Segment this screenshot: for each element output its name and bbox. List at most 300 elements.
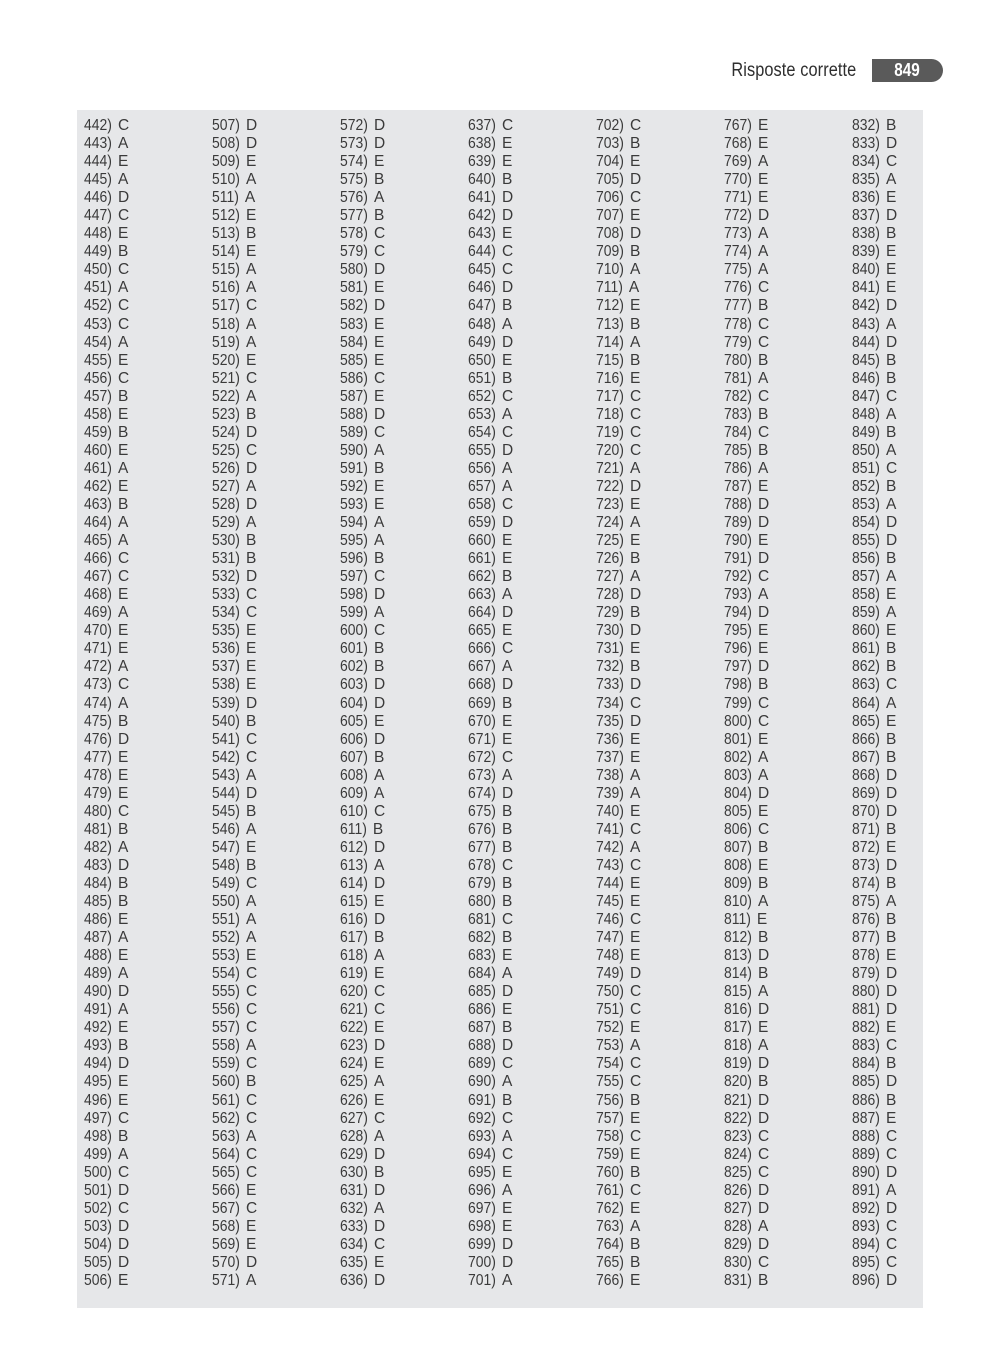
- answer-letter: B: [630, 351, 641, 369]
- answer-letter: C: [246, 1109, 258, 1127]
- answer-entry: [340, 243, 460, 261]
- answer-letter: B: [758, 838, 769, 856]
- answer-entry: [212, 460, 332, 478]
- answer-letter: A: [886, 495, 897, 513]
- answer-entry: [212, 586, 332, 604]
- answer-entry: [84, 947, 204, 965]
- answer-letter: A: [630, 1037, 641, 1055]
- answer-entry: [212, 568, 332, 586]
- answer-entry: [84, 225, 204, 243]
- answer-entry: [340, 568, 460, 586]
- answer-letter: A: [374, 947, 385, 965]
- answer-letter: E: [502, 712, 513, 730]
- question-number: 720): [596, 441, 624, 459]
- answer-entry: [852, 676, 972, 694]
- question-number: 503): [84, 1217, 112, 1235]
- answer-letter: A: [246, 929, 257, 947]
- question-number: 730): [596, 622, 624, 640]
- question-number: 857): [852, 568, 880, 586]
- answer-entry: [84, 1200, 204, 1218]
- question-number: 534): [212, 604, 240, 622]
- question-number: 550): [212, 893, 240, 911]
- answer-entry: [340, 640, 460, 658]
- question-number: 554): [212, 965, 240, 983]
- question-number: 568): [212, 1217, 240, 1235]
- question-number: 821): [724, 1091, 752, 1109]
- answer-letter: E: [758, 477, 769, 495]
- answer-entry: [596, 460, 716, 478]
- answer-letter: E: [630, 893, 641, 911]
- answer-entry: [468, 388, 588, 406]
- answer-entry: [340, 1128, 460, 1146]
- question-number: 544): [212, 784, 240, 802]
- answer-letter: C: [630, 405, 642, 423]
- answer-letter: D: [886, 207, 898, 225]
- question-number: 516): [212, 279, 240, 297]
- answer-entry: [84, 496, 204, 514]
- question-number: 841): [852, 279, 880, 297]
- answer-letter: C: [502, 856, 514, 874]
- question-number: 602): [340, 658, 368, 676]
- question-number: 657): [468, 477, 496, 495]
- answer-letter: B: [502, 297, 513, 315]
- question-number: 698): [468, 1217, 496, 1235]
- answer-entry: [84, 640, 204, 658]
- answer-letter: D: [758, 658, 770, 676]
- question-number: 513): [212, 225, 240, 243]
- answer-letter: A: [374, 784, 385, 802]
- answer-entry: [340, 767, 460, 785]
- answer-entry: [340, 983, 460, 1001]
- question-number: 615): [340, 893, 368, 911]
- answer-entry: [724, 965, 844, 983]
- answer-entry: [468, 1200, 588, 1218]
- answer-entry: [468, 1254, 588, 1272]
- question-number: 581): [340, 279, 368, 297]
- answer-letter: D: [886, 135, 898, 153]
- question-number: 521): [212, 369, 240, 387]
- answer-letter: D: [758, 947, 770, 965]
- answer-letter: C: [246, 1001, 258, 1019]
- question-number: 701): [468, 1272, 496, 1289]
- answer-letter: D: [246, 568, 258, 586]
- answer-letter: B: [886, 748, 897, 766]
- answer-letter: C: [246, 1055, 258, 1073]
- question-number: 882): [852, 1019, 880, 1037]
- answer-letter: E: [630, 1109, 641, 1127]
- question-number: 561): [212, 1091, 240, 1109]
- answer-letter: B: [758, 1073, 769, 1091]
- answer-entry: [596, 640, 716, 658]
- answer-letter: C: [630, 387, 642, 405]
- answer-entry: [84, 731, 204, 749]
- answer-letter: A: [118, 459, 129, 477]
- answer-entry: [340, 1182, 460, 1200]
- answer-letter: D: [758, 1109, 770, 1127]
- answer-entry: [84, 1110, 204, 1128]
- answer-letter: B: [246, 225, 257, 243]
- answer-letter: C: [246, 1163, 258, 1181]
- question-number: 721): [596, 459, 624, 477]
- question-number: 617): [340, 929, 368, 947]
- question-number: 643): [468, 225, 496, 243]
- answer-letter: E: [630, 297, 641, 315]
- answer-letter: C: [758, 1127, 770, 1145]
- answer-letter: A: [374, 1073, 385, 1091]
- answer-letter: A: [246, 387, 257, 405]
- answer-entry: [468, 1164, 588, 1182]
- question-number: 474): [84, 694, 112, 712]
- question-number: 867): [852, 748, 880, 766]
- question-number: 683): [468, 947, 496, 965]
- question-number: 640): [468, 171, 496, 189]
- answer-entry: [468, 135, 588, 153]
- answer-entry: [212, 352, 332, 370]
- answer-entry: [340, 1218, 460, 1236]
- answer-letter: E: [246, 207, 257, 225]
- answer-letter: D: [886, 297, 898, 315]
- answer-entry: [596, 442, 716, 460]
- answer-letter: D: [246, 784, 258, 802]
- answer-entry: [212, 1146, 332, 1164]
- answer-entry: [84, 785, 204, 803]
- answer-letter: C: [630, 983, 642, 1001]
- answer-letter: D: [630, 676, 642, 694]
- answer-letter: B: [118, 423, 129, 441]
- answer-letter: C: [886, 459, 898, 477]
- question-number: 456): [84, 369, 112, 387]
- answer-letter: A: [246, 171, 257, 189]
- answer-letter: D: [374, 838, 386, 856]
- answer-letter: D: [118, 1181, 130, 1199]
- answer-letter: A: [244, 189, 256, 207]
- answer-letter: D: [886, 1073, 898, 1091]
- answer-letter: D: [758, 1181, 770, 1199]
- question-number: 623): [340, 1037, 368, 1055]
- answer-entry: [596, 604, 716, 622]
- answer-entry: [468, 316, 588, 334]
- answer-column: [468, 117, 588, 1290]
- answer-letter: E: [758, 171, 769, 189]
- answer-entry: [596, 189, 716, 207]
- question-number: 677): [468, 838, 496, 856]
- answer-letter: D: [758, 495, 770, 513]
- answer-entry: [84, 189, 204, 207]
- answer-letter: A: [758, 983, 769, 1001]
- answer-entry: [212, 1182, 332, 1200]
- answer-entry: [724, 1254, 844, 1272]
- answer-entry: [852, 496, 972, 514]
- question-number: 714): [596, 333, 624, 351]
- question-number: 574): [340, 153, 368, 171]
- answer-letter: D: [886, 514, 898, 532]
- answer-letter: B: [502, 568, 513, 586]
- question-number: 774): [724, 243, 752, 261]
- question-number: 692): [468, 1109, 496, 1127]
- answer-entry: [596, 821, 716, 839]
- question-number: 454): [84, 333, 112, 351]
- answer-letter: E: [758, 1019, 769, 1037]
- answer-entry: [724, 568, 844, 586]
- answer-entry: [468, 297, 588, 315]
- answer-letter: A: [502, 1181, 513, 1199]
- question-number: 489): [84, 965, 112, 983]
- answer-letter: D: [502, 1253, 514, 1271]
- question-number: 826): [724, 1181, 752, 1199]
- answer-entry: [84, 965, 204, 983]
- question-number: 891): [852, 1181, 880, 1199]
- answer-entry: [340, 514, 460, 532]
- answer-letter: B: [886, 225, 897, 243]
- answer-entry: [468, 731, 588, 749]
- question-number: 885): [852, 1073, 880, 1091]
- question-number: 682): [468, 929, 496, 947]
- question-number: 620): [340, 983, 368, 1001]
- answer-entry: [596, 171, 716, 189]
- answer-letter: D: [758, 1091, 770, 1109]
- answer-letter: E: [118, 1272, 129, 1289]
- answer-entry: [84, 171, 204, 189]
- question-number: 609): [340, 784, 368, 802]
- answer-letter: C: [630, 820, 642, 838]
- answer-letter: A: [246, 514, 257, 532]
- answer-letter: D: [630, 586, 642, 604]
- answer-entry: [340, 189, 460, 207]
- question-number: 815): [724, 983, 752, 1001]
- answer-entry: [724, 388, 844, 406]
- answer-entry: [212, 965, 332, 983]
- answer-letter: E: [374, 1055, 385, 1073]
- answer-entry: [724, 911, 844, 929]
- answer-letter: B: [630, 315, 641, 333]
- answer-entry: [468, 1073, 588, 1091]
- answer-letter: B: [374, 640, 385, 658]
- question-number: 586): [340, 369, 368, 387]
- answer-entry: [724, 135, 844, 153]
- answer-letter: E: [502, 153, 513, 171]
- question-number: 496): [84, 1091, 112, 1109]
- answer-entry: [84, 1182, 204, 1200]
- answer-letter: C: [630, 1127, 642, 1145]
- question-number: 884): [852, 1055, 880, 1073]
- answer-entry: [84, 1019, 204, 1037]
- answer-entry: [340, 370, 460, 388]
- answer-entry: [596, 676, 716, 694]
- question-number: 528): [212, 495, 240, 513]
- answer-letter: A: [502, 766, 513, 784]
- answer-letter: E: [118, 351, 129, 369]
- answer-entry: [852, 189, 972, 207]
- question-number: 553): [212, 947, 240, 965]
- question-number: 778): [724, 315, 752, 333]
- answer-entry: [340, 785, 460, 803]
- question-number: 624): [340, 1055, 368, 1073]
- answer-entry: [84, 424, 204, 442]
- answer-letter: D: [886, 532, 898, 550]
- answer-entry: [340, 875, 460, 893]
- answer-letter: E: [246, 1181, 257, 1199]
- answer-letter: D: [374, 1145, 386, 1163]
- question-number: 688): [468, 1037, 496, 1055]
- answer-letter: E: [630, 207, 641, 225]
- answer-letter: A: [758, 586, 769, 604]
- question-number: 543): [212, 766, 240, 784]
- answer-letter: E: [630, 748, 641, 766]
- question-number: 798): [724, 676, 752, 694]
- answer-entry: [468, 929, 588, 947]
- answer-letter: E: [118, 748, 129, 766]
- answer-letter: D: [630, 965, 642, 983]
- answer-letter: C: [246, 297, 258, 315]
- question-number: 666): [468, 640, 496, 658]
- answer-letter: C: [118, 676, 130, 694]
- answer-letter: C: [246, 369, 258, 387]
- answer-entry: [468, 622, 588, 640]
- question-number: 786): [724, 459, 752, 477]
- answer-entry: [724, 640, 844, 658]
- answer-letter: A: [886, 405, 897, 423]
- question-number: 648): [468, 315, 496, 333]
- answer-entry: [724, 117, 844, 135]
- answer-letter: C: [118, 1199, 130, 1217]
- answer-letter: D: [246, 1253, 258, 1271]
- answer-letter: D: [502, 1235, 514, 1253]
- answer-letter: D: [246, 495, 258, 513]
- answer-letter: B: [502, 1091, 513, 1109]
- answer-entry: [84, 388, 204, 406]
- answer-letter: D: [246, 135, 258, 153]
- answer-letter: A: [118, 333, 129, 351]
- answer-letter: B: [886, 874, 897, 892]
- answer-entry: [724, 857, 844, 875]
- answer-entry: [84, 857, 204, 875]
- question-number: 584): [340, 333, 368, 351]
- answer-letter: B: [758, 297, 769, 315]
- answer-entry: [468, 478, 588, 496]
- answer-letter: E: [886, 838, 897, 856]
- question-number: 827): [724, 1199, 752, 1217]
- question-number: 577): [340, 207, 368, 225]
- question-number: 531): [212, 550, 240, 568]
- answer-letter: B: [886, 730, 897, 748]
- question-number: 473): [84, 676, 112, 694]
- answer-entry: [724, 352, 844, 370]
- answer-letter: D: [758, 604, 770, 622]
- question-number: 689): [468, 1055, 496, 1073]
- answer-entry: [84, 586, 204, 604]
- answer-entry: [852, 550, 972, 568]
- question-number: 605): [340, 712, 368, 730]
- answer-entry: [724, 1092, 844, 1110]
- answer-entry: [852, 695, 972, 713]
- answer-letter: E: [502, 1001, 513, 1019]
- question-number: 532): [212, 568, 240, 586]
- question-number: 717): [596, 387, 624, 405]
- question-number: 802): [724, 748, 752, 766]
- answer-letter: C: [886, 1235, 898, 1253]
- question-number: 457): [84, 387, 112, 405]
- question-number: 687): [468, 1019, 496, 1037]
- question-number: 597): [340, 568, 368, 586]
- answer-letter: D: [374, 676, 386, 694]
- answer-letter: A: [886, 171, 897, 189]
- answer-letter: B: [372, 820, 384, 838]
- answer-entry: [724, 243, 844, 261]
- answer-entry: [596, 424, 716, 442]
- question-number: 835): [852, 171, 880, 189]
- answer-entry: [84, 153, 204, 171]
- answer-letter: E: [374, 387, 385, 405]
- question-number: 793): [724, 586, 752, 604]
- question-number: 686): [468, 1001, 496, 1019]
- question-number: 850): [852, 441, 880, 459]
- answer-letter: A: [758, 243, 769, 261]
- answer-entry: [724, 460, 844, 478]
- answer-entry: [724, 532, 844, 550]
- question-number: 806): [724, 820, 752, 838]
- answer-letter: C: [374, 802, 386, 820]
- answer-letter: A: [886, 604, 897, 622]
- answer-letter: D: [630, 622, 642, 640]
- answer-letter: D: [758, 1001, 770, 1019]
- answer-entry: [852, 604, 972, 622]
- answer-entry: [212, 1001, 332, 1019]
- question-number: 515): [212, 261, 240, 279]
- answer-column: [84, 117, 204, 1290]
- answer-entry: [596, 550, 716, 568]
- question-number: 578): [340, 225, 368, 243]
- answer-entry: [212, 676, 332, 694]
- question-number: 590): [340, 441, 368, 459]
- answer-letter: B: [118, 874, 129, 892]
- answer-letter: C: [630, 1073, 642, 1091]
- answer-entry: [852, 1001, 972, 1019]
- answer-entry: [468, 1001, 588, 1019]
- answer-letter: A: [118, 694, 129, 712]
- question-number: 685): [468, 983, 496, 1001]
- question-number: 463): [84, 495, 112, 513]
- answer-letter: A: [246, 1272, 257, 1289]
- answer-entry: [212, 406, 332, 424]
- answer-entry: [468, 370, 588, 388]
- answer-entry: [212, 1254, 332, 1272]
- answer-letter: A: [246, 279, 257, 297]
- answer-letter: E: [246, 676, 257, 694]
- answer-entry: [468, 857, 588, 875]
- answer-letter: B: [886, 1091, 897, 1109]
- question-number: 449): [84, 243, 112, 261]
- answer-entry: [852, 316, 972, 334]
- answer-letter: B: [758, 929, 769, 947]
- question-number: 832): [852, 117, 880, 134]
- answer-letter: B: [630, 658, 641, 676]
- question-number: 743): [596, 856, 624, 874]
- question-number: 794): [724, 604, 752, 622]
- answer-letter: D: [630, 225, 642, 243]
- question-number: 497): [84, 1109, 112, 1127]
- question-number: 452): [84, 297, 112, 315]
- answer-entry: [212, 370, 332, 388]
- answer-letter: A: [886, 441, 897, 459]
- answer-letter: A: [118, 279, 129, 297]
- answer-entry: [84, 911, 204, 929]
- question-number: 524): [212, 423, 240, 441]
- question-number: 773): [724, 225, 752, 243]
- question-number: 797): [724, 658, 752, 676]
- answer-letter: E: [118, 1091, 129, 1109]
- question-number: 722): [596, 477, 624, 495]
- question-number: 814): [724, 965, 752, 983]
